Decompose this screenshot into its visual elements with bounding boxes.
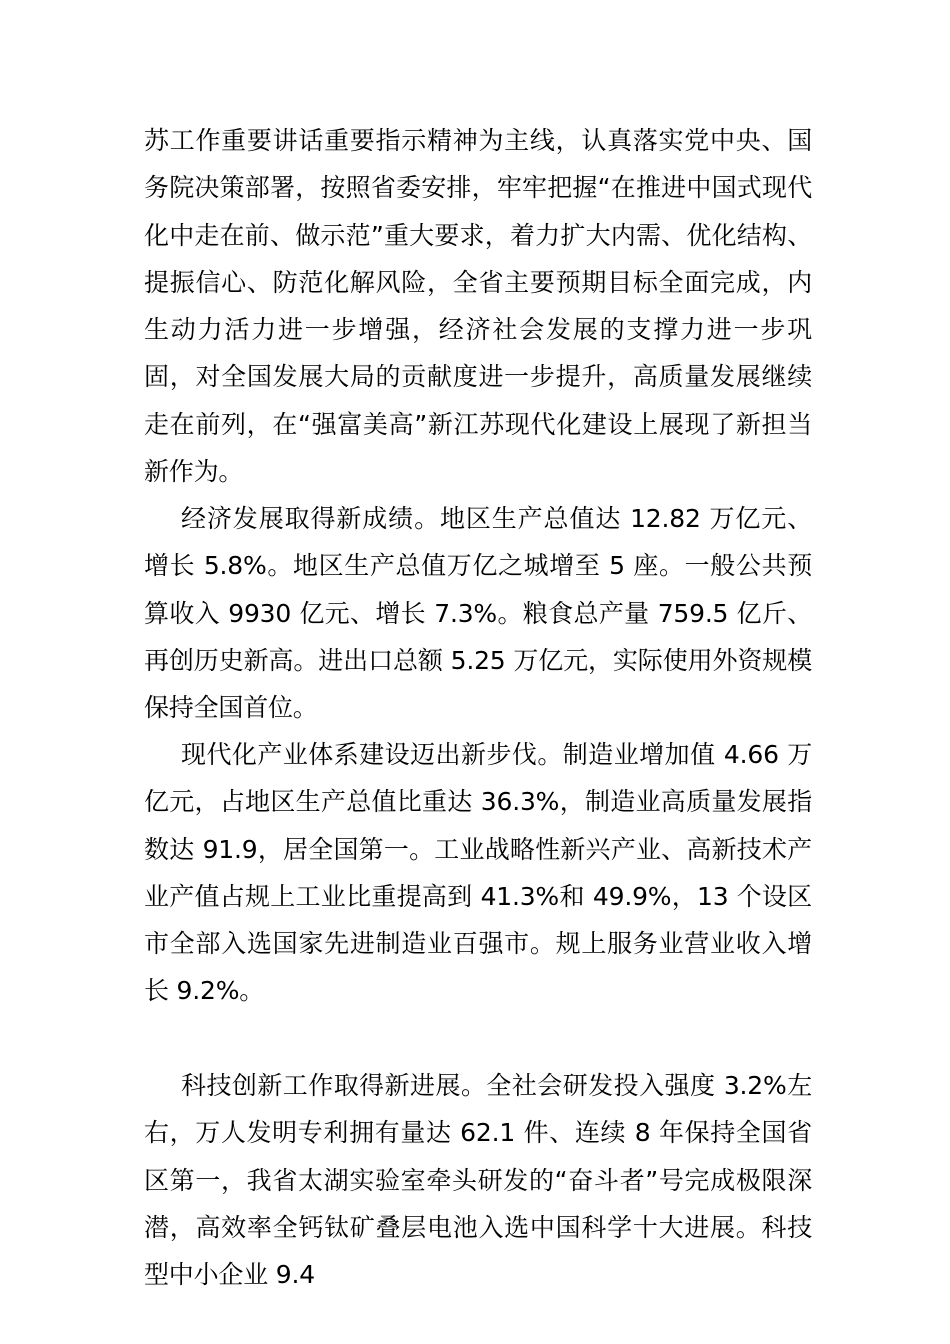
paragraph-tech-innovation: 科技创新工作取得新进展。全社会研发投入强度 3.2%左右，万人发明专利拥有量达 62.1 件、连续 8 年保持全国省区第一，我省太湖实验室牵头研发的“奋斗者”号完成极限深潜，高效率全钙钛矿叠层电池入选中国科学十大进展。科技型中小企业 9.4 xyxy=(144,1071,812,1290)
paragraph-economic-development: 经济发展取得新成绩。地区生产总值达 12.82 万亿元、增长 5.8%。地区生产总值万亿之城增至 5 座。一般公共预算收入 9930 亿元、增长 7.3%。粮食总产量 759.5 亿斤、再创历史新高。进出口总额 5.25 万亿元，实际使用外资规模保持全国首位。 xyxy=(144,504,812,723)
paragraph-continuation: 苏工作重要讲话重要指示精神为主线，认真落实党中央、国务院决策部署，按照省委安排，牢牢把握“在推进中国式现代化中走在前、做示范”重大要求，着力扩大内需、优化结构、提振信心、防范化解风险，全省主要预期目标全面完成，内生动力活力进一步增强，经济社会发展的支撑力进一步巩固，对全国发展大局的贡献度进一步提升，高质量发展继续走在前列，在“强富美高”新江苏现代化建设上展现了新担当新作为。 xyxy=(144,126,812,487)
paragraph-industrial-system: 现代化产业体系建设迈出新步伐。制造业增加值 4.66 万亿元，占地区生产总值比重达 36.3%，制造业高质量发展指数达 91.9，居全国第一。工业战略性新兴产业、高新技术产业产值占规上工业比重提高到 41.3%和 49.9%，13 个设区市全部入选国家先进制造业百强市。规上服务业营业收入增长 9.2%。 xyxy=(144,740,812,1006)
